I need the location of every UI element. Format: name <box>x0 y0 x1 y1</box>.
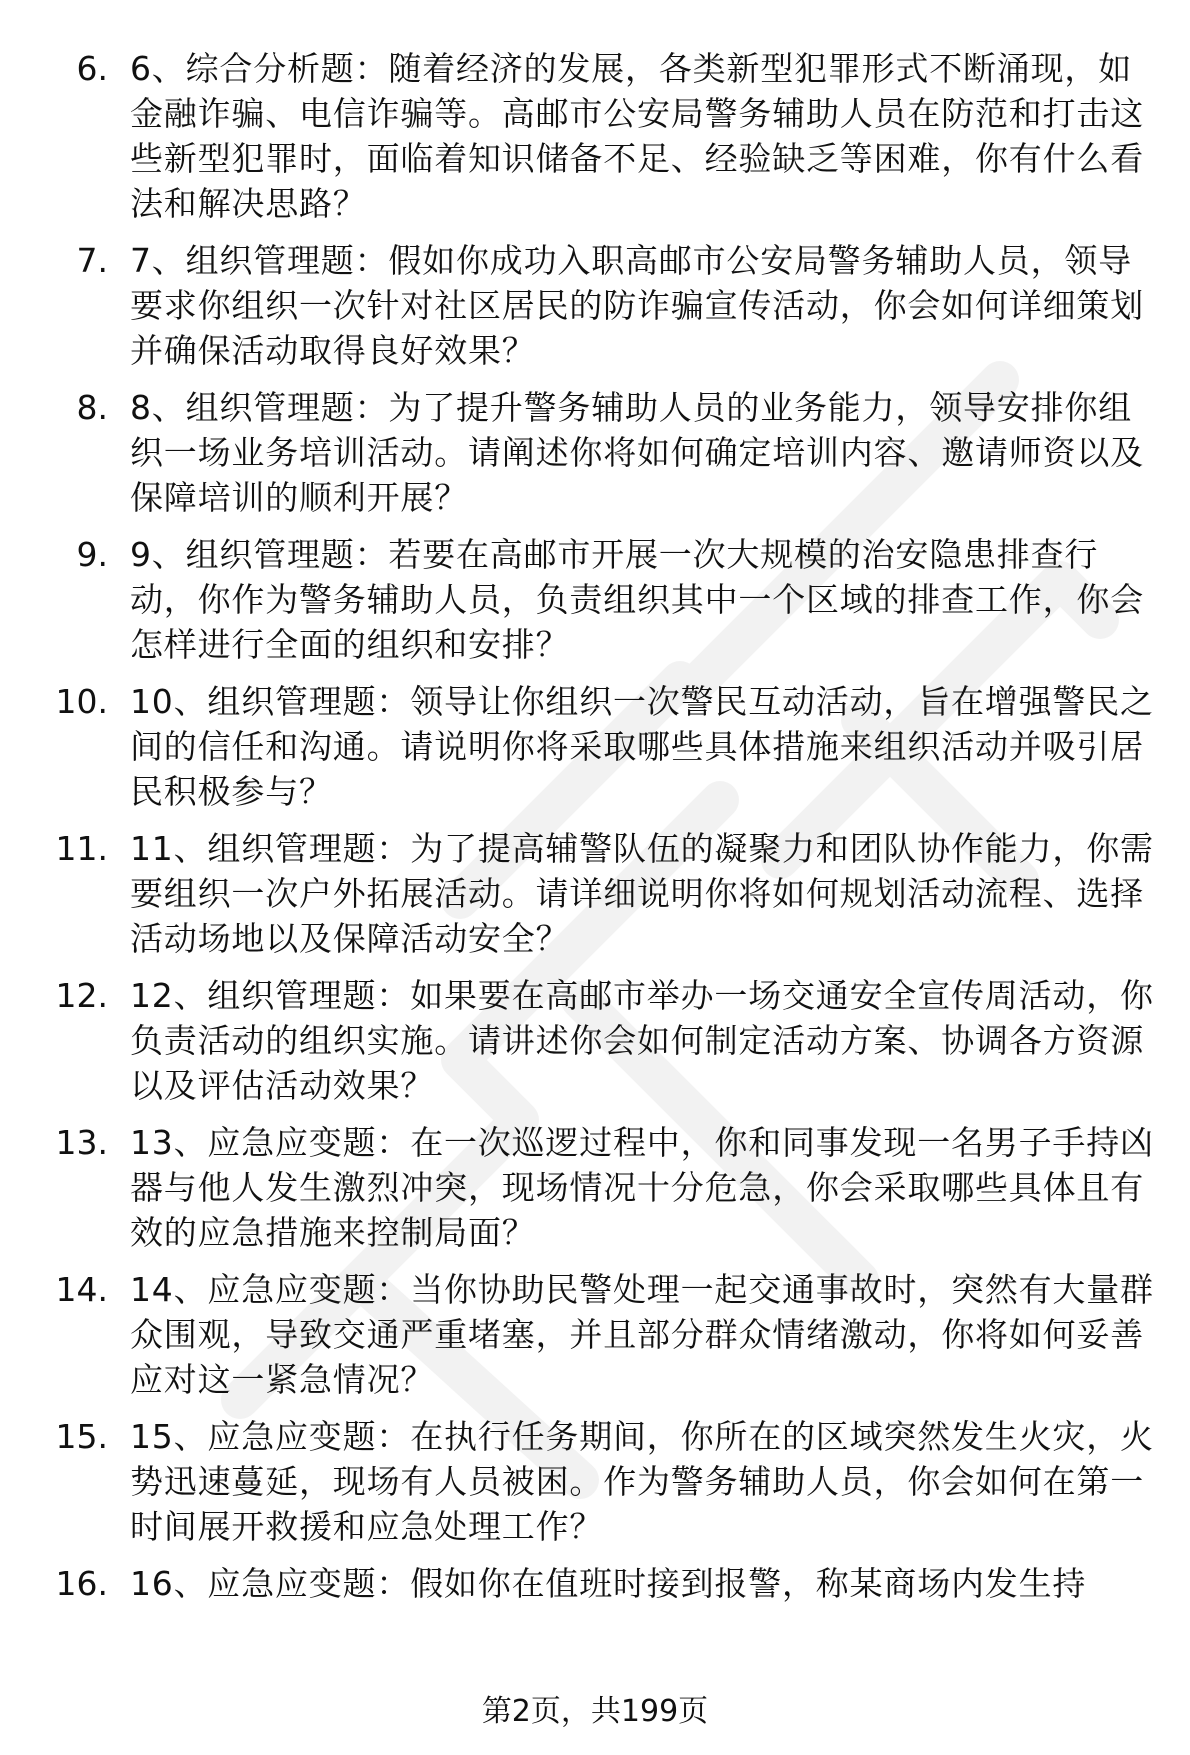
question-item <box>0 679 1190 814</box>
question-text: 14、应急应变题：当你协助民警处理一起交通事故时，突然有大量群众围观，导致交通严重堵塞，并且部分群众情绪激动，你将如何妥善应对这一紧急情况？ <box>130 1270 1154 1399</box>
question-number: 10. <box>55 682 108 721</box>
question-text: 10、组织管理题：领导让你组织一次警民互动活动，旨在增强警民之间的信任和沟通。请说明你将采取哪些具体措施来组织活动并吸引居民积极参与？ <box>130 682 1154 811</box>
question-number: 8. <box>76 388 108 427</box>
question-item <box>0 385 1190 520</box>
question-item <box>0 1414 1190 1549</box>
question-number: 7. <box>76 241 108 280</box>
question-item <box>0 1267 1190 1402</box>
question-list <box>0 46 1190 1618</box>
question-number: 12. <box>55 976 108 1015</box>
question-text: 15、应急应变题：在执行任务期间，你所在的区域突然发生火灾，火势迅速蔓延，现场有人员被困。作为警务辅助人员，你会如何在第一时间展开救援和应急处理工作？ <box>130 1417 1154 1546</box>
question-item <box>0 826 1190 961</box>
question-text: 8、组织管理题：为了提升警务辅助人员的业务能力，领导安排你组织一场业务培训活动。请阐述你将如何确定培训内容、邀请师资以及保障培训的顺利开展？ <box>130 388 1144 517</box>
question-number: 11. <box>55 829 108 868</box>
question-number: 15. <box>55 1417 108 1456</box>
question-text: 9、组织管理题：若要在高邮市开展一次大规模的治安隐患排查行动，你作为警务辅助人员，负责组织其中一个区域的排查工作，你会怎样进行全面的组织和安排？ <box>130 535 1144 664</box>
question-number: 9. <box>76 535 108 574</box>
page-footer: 第2页，共199页 <box>481 1694 709 1729</box>
question-text: 7、组织管理题：假如你成功入职高邮市公安局警务辅助人员，领导要求你组织一次针对社区居民的防诈骗宣传活动，你会如何详细策划并确保活动取得良好效果？ <box>130 241 1144 370</box>
question-item <box>0 973 1190 1108</box>
question-number: 13. <box>55 1123 108 1162</box>
question-number: 6. <box>76 49 108 88</box>
question-number: 14. <box>55 1270 108 1309</box>
question-item <box>0 1561 1190 1606</box>
question-item <box>0 46 1190 226</box>
question-text: 11、组织管理题：为了提高辅警队伍的凝聚力和团队协作能力，你需要组织一次户外拓展活动。请详细说明你将如何规划活动流程、选择活动场地以及保障活动安全？ <box>130 829 1154 958</box>
question-text: 13、应急应变题：在一次巡逻过程中，你和同事发现一名男子手持凶器与他人发生激烈冲突，现场情况十分危急，你会采取哪些具体且有效的应急措施来控制局面？ <box>130 1123 1154 1252</box>
question-text: 6、综合分析题：随着经济的发展，各类新型犯罪形式不断涌现，如金融诈骗、电信诈骗等。高邮市公安局警务辅助人员在防范和打击这些新型犯罪时，面临着知识储备不足、经验缺乏等困难，你有什么看法和解决思路？ <box>130 49 1144 223</box>
question-item <box>0 532 1190 667</box>
question-number: 16. <box>55 1564 108 1603</box>
question-item <box>0 1120 1190 1255</box>
question-text: 12、组织管理题：如果要在高邮市举办一场交通安全宣传周活动，你负责活动的组织实施。请讲述你会如何制定活动方案、协调各方资源以及评估活动效果？ <box>130 976 1154 1105</box>
question-item <box>0 238 1190 373</box>
question-text: 16、应急应变题：假如你在值班时接到报警，称某商场内发生持 <box>130 1564 1087 1603</box>
